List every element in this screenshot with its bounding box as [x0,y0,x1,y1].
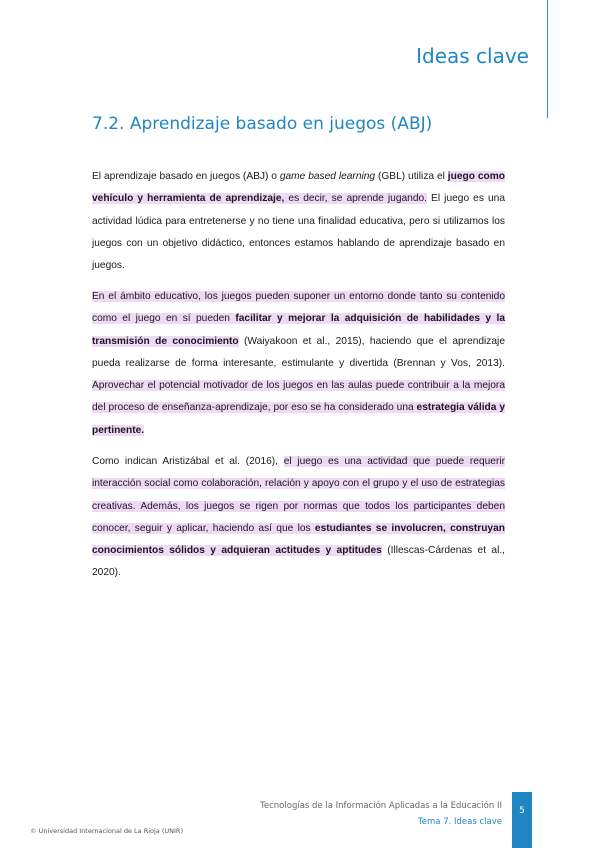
footer-topic: Tema 7. Ideas clave [418,817,502,827]
p2-bold-1: facilitar y mejorar la adquisición de habilidades y la transmisión de conocimiento [92,313,505,347]
p1-term-gbl: game based learning [279,171,376,182]
p2-bold-2: estrategia válida y pertinente. [92,402,506,436]
p1-bold-1: juego como vehículo y herramienta de aprendizaje, [92,171,505,205]
header-rule [547,0,548,118]
paragraph-1 [92,166,505,277]
p3-bold-1: estudiantes se involucren, construyan conocimientos sólidos y adquieran actitudes y aptitudes [92,522,505,557]
page-title: Ideas clave [416,44,529,68]
p3-text-4: (Illescas-Cárdenas et al., 2020). [92,545,505,579]
p2-text-3: (Waiyakoon et al., 2015), haciendo que el aprendizaje pueda realizarse de forma interesante, estimulante y divertida [92,335,505,369]
footer-copyright: © Universidad Internacional de La Rioja (UNIR) [30,827,183,835]
p3-highlight [92,456,505,556]
p1-text-1: El aprendizaje basado en juegos (ABJ) o [92,171,280,182]
p2-text-5: Aprovechar el potencial motivador de los juegos en las aulas puede contribuir a la mejora del proceso de enseñanza-aprendizaje, por eso se ha considerado una [92,380,505,414]
footer-course: Tecnologías de la Información Aplicadas a la Educación II [260,801,502,811]
paragraph-3 [92,451,505,585]
p1-text-5: es decir, se aprende jugando. [284,193,427,205]
p3-text-2: el juego es una actividad que puede requerir interacción social como colaboración, relación y apoyo con el grupo y el uso de estrategias creativas. Además, los juegos se rigen por normas que todos los participantes deben conocer, seguir y aplicar, haciendo así que los [92,456,505,534]
p1-text-3: (GBL) utiliza el [375,171,448,182]
p2-highlight-2 [92,380,505,436]
page-number-box [512,792,532,848]
page-number: 5 [519,806,525,816]
p2-text-4: (Brennan y Vos, 2013). [388,357,505,369]
paragraph-2 [92,286,505,442]
p2-text-1: En el ámbito educativo, los juegos pueden suponer un entorno donde tanto su contenido como el juego en sí pueden [92,291,505,325]
section-heading: 7.2. Aprendizaje basado en juegos (ABJ) [92,114,433,134]
p1-text-6: El juego es una actividad lúdica para entretenerse y no tiene una finalidad educativa, pero si utilizamos los juegos con un objetivo didáctico, entonces estamos hablando de aprendizaje basado en juegos. [92,193,505,272]
p3-text-1: Como indican Aristizábal et al. (2016), [92,456,284,467]
